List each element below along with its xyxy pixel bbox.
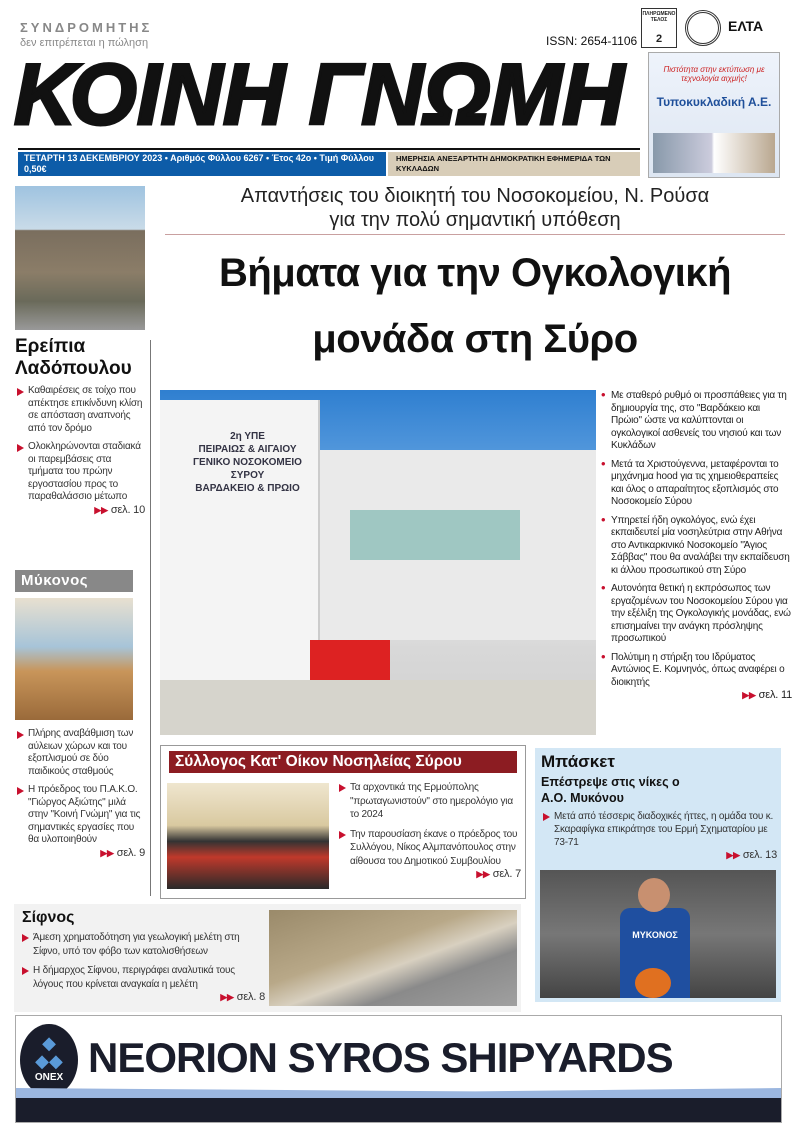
newspaper-title: ΚΟΙΝΗ ΓΝΩΜΗ <box>14 47 625 143</box>
postage-paid-stamp: ΠΛΗΡΩΜΕΝΟ ΤΕΛΟΣ 2 <box>641 8 677 48</box>
diamond-icon: ◆ ◆◆ <box>35 1033 63 1071</box>
bullet: • Πολύτιμη η στήριξη του Ιδρύματος Αντώνιος Ε. Κομνηνός, όπως αναφέρει ο διοικητής <box>600 652 792 690</box>
bullet: Την παρουσίαση έκανε ο πρόεδρος του Συλλόγου, Νίκος Αλμπανόπουλος στην αίθουσα του Δημοτικού Συμβουλίου <box>337 828 521 869</box>
date-line: ΤΕΤΑΡΤΗ 13 ΔΕΚΕΜΒΡΙΟΥ 2023 • Αριθμός Φύλλου 6267 • Έτος 42ο • Τιμή Φύλλου 0,50€ <box>18 152 386 176</box>
arrow-icon: ▶▶ <box>220 992 234 1002</box>
ad-brand: Τυποκυκλαδική Α.Ε. <box>656 95 772 109</box>
column-divider <box>150 340 151 896</box>
wave-decoration <box>16 1088 781 1122</box>
ad-text: NEORION SYROS SHIPYARDS <box>88 1034 673 1081</box>
player-photo <box>540 870 776 998</box>
section-title: Μπάσκετ <box>541 752 615 771</box>
section-mykonos: Μύκονος <box>15 570 133 592</box>
divider <box>165 234 785 235</box>
divider <box>18 148 640 150</box>
printing-ad[interactable] <box>648 52 780 178</box>
sifnos-story <box>14 904 521 1012</box>
bullet: Καθαιρέσεις σε τοίχο που απέκτησε επικίνδυνη κλίση σε απόσταση αναπνοής από τον δρόμο <box>15 385 145 435</box>
seal-icon <box>685 10 721 46</box>
landslide-photo <box>269 910 517 1006</box>
arrow-icon: ▶▶ <box>742 690 756 700</box>
ladopoulos-photo <box>15 186 145 330</box>
story-title: Ερείπια Λαδόπουλου <box>15 336 132 379</box>
page-ref[interactable]: ▶▶ σελ. 10 <box>94 503 145 516</box>
bullet: • Αυτονόητα θετική η εκπρόσωπος των εργαζομένων του Νοσοκομείου Σύρου για την εξέλιξη της Ογκολογικής μονάδας, ενώ επισημαίνει την ανάγκη πρόσληψης προσωπικού <box>600 583 792 646</box>
page-ref[interactable]: ▶▶ σελ. 11 <box>742 689 792 701</box>
group-photo <box>167 783 329 889</box>
story-title: Επέστρεψε στις νίκες ο Α.Ο. Μυκόνου <box>541 775 680 805</box>
bullet: Πλήρης αναβάθμιση των αύλειων χώρων και του εξοπλισμού σε δύο παιδικούς σταθμούς <box>15 728 145 778</box>
no-sale-label: δεν επιτρέπεται η πώληση <box>20 37 149 49</box>
page-ref[interactable]: ▶▶ σελ. 9 <box>100 846 145 859</box>
bullet: Άμεση χρηματοδότηση για γεωλογική μελέτη στη Σίφνο, υπό τον φόβο των κατολισθήσεων <box>20 931 265 958</box>
bullet: Ολοκληρώνονται σταδιακά οι παρεμβάσεις στα τμήματα του πρώην εργοστασίου προς το παραθαλάσσιο μέτωπο <box>15 441 145 504</box>
bullet: Τα αρχοντικά της Ερμούπολης "πρωταγωνιστούν" στο ημερολόγιο για το 2024 <box>337 781 521 822</box>
bullet: Μετά από τέσσερις διαδοχικές ήττες, η ομάδα του κ. Σκαραφίγκα επικράτησε του Ερμή Σχηματαρίου με 73-71 <box>541 810 777 849</box>
subscriber-label: ΣΥΝΔΡΟΜΗΤΗΣ <box>20 20 153 35</box>
bullet: • Με σταθερό ρυθμό οι προσπάθειες για τη δημιουργία της, στο "Βαρδάκειο και Πρώιο" ώστε να καλύπτονται οι ογκολογικοί ασθενείς του νησιού και των Κυκλάδων <box>600 390 792 453</box>
tagline: ΗΜΕΡΗΣΙΑ ΑΝΕΞΑΡΤΗΤΗ ΔΗΜΟΚΡΑΤΙΚΗ ΕΦΗΜΕΡΙΔΑ ΤΩΝ ΚΥΚΛΑΔΩΝ <box>388 152 640 176</box>
arrow-icon: ▶▶ <box>726 850 740 860</box>
onex-logo: ◆ ◆◆ ONEX <box>20 1024 78 1096</box>
main-headline: Βήματα για την Ογκολογική μονάδα στη Σύρο <box>218 251 732 361</box>
subheadline: Απαντήσεις του διοικητή του Νοσοκομείου, Ν. Ρούσα για την πολύ σημαντική υπόθεση <box>240 185 710 231</box>
hospital-sign: 2η ΥΠΕ ΠΕΙΡΑΙΩΣ & ΑΙΓΑΙΟΥ ΓΕΝΙΚΟ ΝΟΣΟΚΟΜΕΙΟ ΣΥΡΟΥ ΒΑΡΔΑΚΕΙΟ & ΠΡΩΙΟ <box>193 431 302 494</box>
issn: ISSN: 2654-1106 <box>546 34 638 48</box>
main-story-bullets <box>600 390 792 702</box>
association-story <box>160 745 526 899</box>
bullet: Η δήμαρχος Σίφνου, περιγράφει αναλυτικά τους λόγους που κρίνεται αναγκαία η μελέτη <box>20 964 265 991</box>
bullet: Η πρόεδρος του Π.Α.Κ.Ο. "Γιώργος Αξιώτης" μιλά στην "Κοινή Γνώμη" για τις σημαντικές εργασίες που θα υλοποιηθούν <box>15 784 145 847</box>
arrow-icon: ▶▶ <box>94 504 108 515</box>
elta-logo: ΕΛΤΑ <box>728 18 764 34</box>
hospital-photo <box>160 390 596 735</box>
arrow-icon: ▶▶ <box>476 869 490 879</box>
jersey-text: ΜΥΚΟΝΟΣ <box>632 930 678 940</box>
bullet: • Υπηρετεί ήδη ογκολόγος, ενώ έχει εκπαιδευτεί μία νοσηλεύτρια στην Αθήνα στο Αντικαρκινικό Νοσοκομείο "Άγιος Σάββας" που θα αναλάβει την εκπαίδευση κι άλλου προσωπικού στη Σύρο <box>600 515 792 578</box>
shipyards-ad[interactable] <box>15 1015 782 1123</box>
page-ref[interactable]: ▶▶ σελ. 8 <box>220 991 265 1003</box>
page-ref[interactable]: ▶▶ σελ. 7 <box>476 868 521 880</box>
basketball-story <box>535 748 781 1002</box>
arrow-icon: ▶▶ <box>100 847 114 858</box>
section-title: Σίφνος <box>22 909 75 926</box>
kindergarten-photo <box>15 598 133 720</box>
page-ref[interactable]: ▶▶ σελ. 13 <box>726 849 777 861</box>
ad-slogan: Πιστότητα στην εκτύπωση με τεχνολογία αιχμής! <box>663 65 765 83</box>
story-title: Σύλλογος Κατ' Οίκον Νοσηλείας Σύρου <box>169 751 517 773</box>
ad-photo <box>653 133 775 173</box>
bullet: • Μετά τα Χριστούγεννα, μεταφέρονται το μηχάνημα hood για τις χημειοθεραπείες και όλος ο απαραίτητος εξοπλισμός στο Νοσοκομείο Σύρου <box>600 459 792 509</box>
